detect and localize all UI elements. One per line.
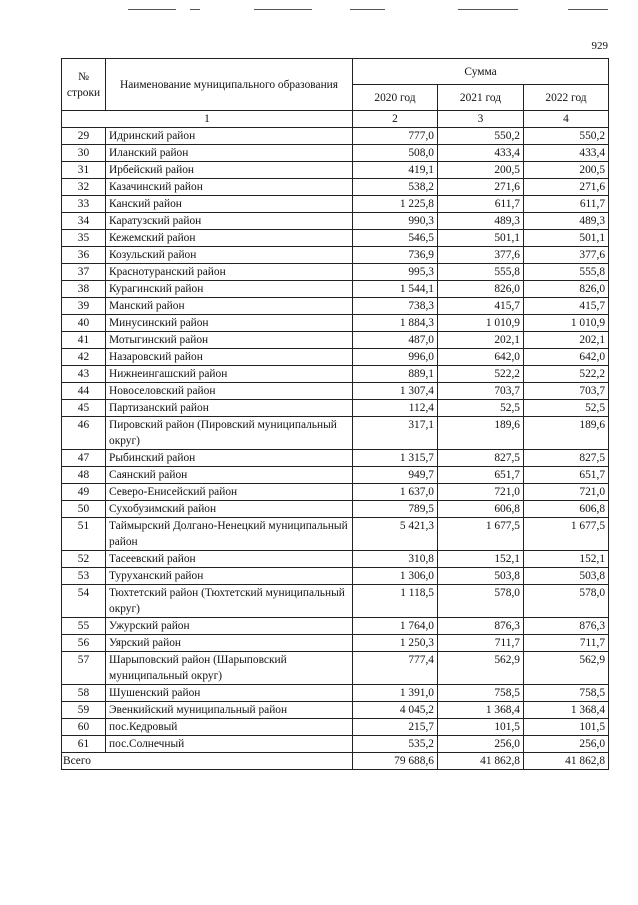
value-2021: 827,5: [438, 450, 524, 467]
value-2022: 101,5: [524, 719, 609, 736]
table-header: [62, 59, 609, 128]
table-row: [62, 162, 609, 179]
municipality-name: Уярский район: [106, 635, 353, 652]
header-row-number: № строки: [62, 59, 106, 111]
value-2020: 1 118,5: [353, 585, 438, 618]
value-2020: 112,4: [353, 400, 438, 417]
municipality-name: Новоселовский район: [106, 383, 353, 400]
table-row: [62, 179, 609, 196]
row-number: 34: [62, 213, 106, 230]
scan-artifact-line: [568, 9, 608, 10]
value-2022: 415,7: [524, 298, 609, 315]
value-2021: 562,9: [438, 652, 524, 685]
value-2021: 52,5: [438, 400, 524, 417]
value-2022: 377,6: [524, 247, 609, 264]
municipality-name: Северо-Енисейский район: [106, 484, 353, 501]
value-2021: 642,0: [438, 349, 524, 366]
value-2020: 1 306,0: [353, 568, 438, 585]
row-number: 58: [62, 685, 106, 702]
row-number: 37: [62, 264, 106, 281]
row-number: 56: [62, 635, 106, 652]
table-row: [62, 467, 609, 484]
value-2020: 789,5: [353, 501, 438, 518]
municipality-name: Козульский район: [106, 247, 353, 264]
table-row: [62, 400, 609, 417]
value-2022: 202,1: [524, 332, 609, 349]
header-sum: Сумма: [353, 59, 609, 85]
row-number: 48: [62, 467, 106, 484]
value-2022: 503,8: [524, 568, 609, 585]
value-2020: 990,3: [353, 213, 438, 230]
municipality-name: Минусинский район: [106, 315, 353, 332]
value-2020: 777,4: [353, 652, 438, 685]
table-row: [62, 501, 609, 518]
header-year-2021: 2021 год: [438, 85, 524, 111]
total-row: [62, 753, 609, 770]
value-2022: 271,6: [524, 179, 609, 196]
municipality-name: Шарыповский район (Шарыповский муниципальный округ): [106, 652, 353, 685]
column-index-1: 1: [62, 111, 353, 128]
municipality-name: Назаровский район: [106, 349, 353, 366]
value-2021: 721,0: [438, 484, 524, 501]
municipality-name: Саянский район: [106, 467, 353, 484]
value-2021: 1 677,5: [438, 518, 524, 551]
value-2021: 433,4: [438, 145, 524, 162]
value-2022: 578,0: [524, 585, 609, 618]
value-2021: 555,8: [438, 264, 524, 281]
value-2021: 152,1: [438, 551, 524, 568]
column-index-4: 4: [524, 111, 609, 128]
value-2021: 489,3: [438, 213, 524, 230]
table-row: [62, 298, 609, 315]
value-2021: 1 010,9: [438, 315, 524, 332]
municipality-name: Казачинский район: [106, 179, 353, 196]
municipality-name: Тюхтетский район (Тюхтетский муниципальный округ): [106, 585, 353, 618]
value-2020: 546,5: [353, 230, 438, 247]
row-number: 50: [62, 501, 106, 518]
value-2020: 1 391,0: [353, 685, 438, 702]
value-2021: 758,5: [438, 685, 524, 702]
value-2021: 651,7: [438, 467, 524, 484]
row-number: 51: [62, 518, 106, 551]
value-2020: 215,7: [353, 719, 438, 736]
value-2021: 703,7: [438, 383, 524, 400]
row-number: 39: [62, 298, 106, 315]
municipality-name: Нижнеингашский район: [106, 366, 353, 383]
municipality-name: Туруханский район: [106, 568, 353, 585]
value-2021: 200,5: [438, 162, 524, 179]
table-row: [62, 702, 609, 719]
value-2020: 738,3: [353, 298, 438, 315]
row-number: 31: [62, 162, 106, 179]
table-row: [62, 196, 609, 213]
value-2022: 642,0: [524, 349, 609, 366]
value-2021: 256,0: [438, 736, 524, 753]
row-number: 59: [62, 702, 106, 719]
value-2020: 1 544,1: [353, 281, 438, 298]
value-2021: 503,8: [438, 568, 524, 585]
scan-artifact-line: [458, 9, 518, 10]
value-2022: 651,7: [524, 467, 609, 484]
value-2021: 522,2: [438, 366, 524, 383]
column-index-2: 2: [353, 111, 438, 128]
table-row: [62, 230, 609, 247]
value-2021: 606,8: [438, 501, 524, 518]
value-2020: 538,2: [353, 179, 438, 196]
row-number: 47: [62, 450, 106, 467]
row-number: 35: [62, 230, 106, 247]
value-2022: 827,5: [524, 450, 609, 467]
value-2020: 508,0: [353, 145, 438, 162]
value-2020: 949,7: [353, 467, 438, 484]
value-2022: 876,3: [524, 618, 609, 635]
column-index-3: 3: [438, 111, 524, 128]
table-row: [62, 618, 609, 635]
row-number: 61: [62, 736, 106, 753]
value-2020: 1 307,4: [353, 383, 438, 400]
scan-artifact-line: [254, 9, 312, 10]
table-row: [62, 315, 609, 332]
value-2022: 606,8: [524, 501, 609, 518]
value-2020: 996,0: [353, 349, 438, 366]
header-year-2022: 2022 год: [524, 85, 609, 111]
value-2020: 419,1: [353, 162, 438, 179]
value-2021: 550,2: [438, 128, 524, 145]
municipality-name: Сухобузимский район: [106, 501, 353, 518]
value-2022: 611,7: [524, 196, 609, 213]
row-number: 29: [62, 128, 106, 145]
value-2021: 415,7: [438, 298, 524, 315]
table-row: [62, 652, 609, 685]
value-2021: 101,5: [438, 719, 524, 736]
municipality-name: Кежемский район: [106, 230, 353, 247]
table-row: [62, 450, 609, 467]
row-number: 43: [62, 366, 106, 383]
municipality-name: Мотыгинский район: [106, 332, 353, 349]
value-2021: 202,1: [438, 332, 524, 349]
row-number: 42: [62, 349, 106, 366]
value-2020: 1 884,3: [353, 315, 438, 332]
row-number: 49: [62, 484, 106, 501]
municipality-name: Шушенский район: [106, 685, 353, 702]
row-number: 54: [62, 585, 106, 618]
value-2020: 317,1: [353, 417, 438, 450]
row-number: 40: [62, 315, 106, 332]
value-2020: 736,9: [353, 247, 438, 264]
table-row: [62, 366, 609, 383]
value-2022: 501,1: [524, 230, 609, 247]
value-2022: 433,4: [524, 145, 609, 162]
value-2020: 777,0: [353, 128, 438, 145]
value-2022: 555,8: [524, 264, 609, 281]
value-2022: 550,2: [524, 128, 609, 145]
value-2022: 562,9: [524, 652, 609, 685]
value-2022: 703,7: [524, 383, 609, 400]
value-2021: 826,0: [438, 281, 524, 298]
municipality-name: Краснотуранский район: [106, 264, 353, 281]
table-row: [62, 264, 609, 281]
total-2020: 79 688,6: [353, 753, 438, 770]
row-number: 41: [62, 332, 106, 349]
value-2020: 5 421,3: [353, 518, 438, 551]
row-number: 60: [62, 719, 106, 736]
municipality-name: Пировский район (Пировский муниципальный округ): [106, 417, 353, 450]
row-number: 52: [62, 551, 106, 568]
value-2020: 310,8: [353, 551, 438, 568]
municipality-name: пос.Солнечный: [106, 736, 353, 753]
value-2021: 578,0: [438, 585, 524, 618]
table-row: [62, 551, 609, 568]
value-2022: 522,2: [524, 366, 609, 383]
value-2022: 1 677,5: [524, 518, 609, 551]
value-2022: 758,5: [524, 685, 609, 702]
row-number: 32: [62, 179, 106, 196]
municipality-name: Канский район: [106, 196, 353, 213]
value-2020: 1 225,8: [353, 196, 438, 213]
row-number: 33: [62, 196, 106, 213]
value-2020: 1 637,0: [353, 484, 438, 501]
value-2022: 826,0: [524, 281, 609, 298]
table-row: [62, 145, 609, 162]
municipality-name: Рыбинский район: [106, 450, 353, 467]
row-number: 30: [62, 145, 106, 162]
total-2022: 41 862,8: [524, 753, 609, 770]
table-row: [62, 213, 609, 230]
value-2020: 1 250,3: [353, 635, 438, 652]
municipality-name: Манский район: [106, 298, 353, 315]
scan-artifact-line: [350, 9, 385, 10]
row-number: 38: [62, 281, 106, 298]
value-2020: 535,2: [353, 736, 438, 753]
table-row: [62, 585, 609, 618]
value-2022: 489,3: [524, 213, 609, 230]
row-number: 44: [62, 383, 106, 400]
table-row: [62, 568, 609, 585]
value-2022: 200,5: [524, 162, 609, 179]
municipality-name: Таймырский Долгано-Ненецкий муниципальный район: [106, 518, 353, 551]
row-number: 53: [62, 568, 106, 585]
value-2021: 377,6: [438, 247, 524, 264]
page-number: 929: [591, 40, 608, 52]
value-2022: 256,0: [524, 736, 609, 753]
municipality-name: Эвенкийский муниципальный район: [106, 702, 353, 719]
value-2021: 611,7: [438, 196, 524, 213]
value-2020: 1 315,7: [353, 450, 438, 467]
municipality-name: Курагинский район: [106, 281, 353, 298]
table-row: [62, 281, 609, 298]
value-2022: 721,0: [524, 484, 609, 501]
value-2021: 1 368,4: [438, 702, 524, 719]
row-number: 36: [62, 247, 106, 264]
value-2021: 876,3: [438, 618, 524, 635]
header-name: Наименование муниципального образования: [106, 59, 353, 111]
value-2022: 1 368,4: [524, 702, 609, 719]
value-2021: 711,7: [438, 635, 524, 652]
value-2021: 189,6: [438, 417, 524, 450]
scan-artifact-line: [128, 9, 176, 10]
value-2021: 271,6: [438, 179, 524, 196]
value-2020: 995,3: [353, 264, 438, 281]
table-row: [62, 685, 609, 702]
value-2022: 189,6: [524, 417, 609, 450]
scan-artifact-line: [190, 9, 200, 10]
table-row: [62, 518, 609, 551]
table-row: [62, 128, 609, 145]
table-row: [62, 383, 609, 400]
value-2022: 152,1: [524, 551, 609, 568]
table-row: [62, 247, 609, 264]
table-row: [62, 332, 609, 349]
municipality-name: Ужурский район: [106, 618, 353, 635]
total-label: Всего: [62, 753, 353, 770]
value-2022: 52,5: [524, 400, 609, 417]
header-year-2020: 2020 год: [353, 85, 438, 111]
row-number: 55: [62, 618, 106, 635]
table-row: [62, 635, 609, 652]
row-number: 45: [62, 400, 106, 417]
table-row: [62, 349, 609, 366]
value-2022: 711,7: [524, 635, 609, 652]
budget-table: [61, 58, 609, 770]
municipality-name: Идринский район: [106, 128, 353, 145]
row-number: 57: [62, 652, 106, 685]
row-number: 46: [62, 417, 106, 450]
value-2022: 1 010,9: [524, 315, 609, 332]
total-2021: 41 862,8: [438, 753, 524, 770]
value-2020: 1 764,0: [353, 618, 438, 635]
table-row: [62, 417, 609, 450]
table-body: [62, 128, 609, 753]
municipality-name: Ирбейский район: [106, 162, 353, 179]
municipality-name: Иланский район: [106, 145, 353, 162]
municipality-name: Каратузский район: [106, 213, 353, 230]
table-row: [62, 484, 609, 501]
table-row: [62, 719, 609, 736]
municipality-name: Тасеевский район: [106, 551, 353, 568]
table-row: [62, 736, 609, 753]
value-2020: 4 045,2: [353, 702, 438, 719]
value-2021: 501,1: [438, 230, 524, 247]
value-2020: 487,0: [353, 332, 438, 349]
municipality-name: пос.Кедровый: [106, 719, 353, 736]
municipality-name: Партизанский район: [106, 400, 353, 417]
value-2020: 889,1: [353, 366, 438, 383]
